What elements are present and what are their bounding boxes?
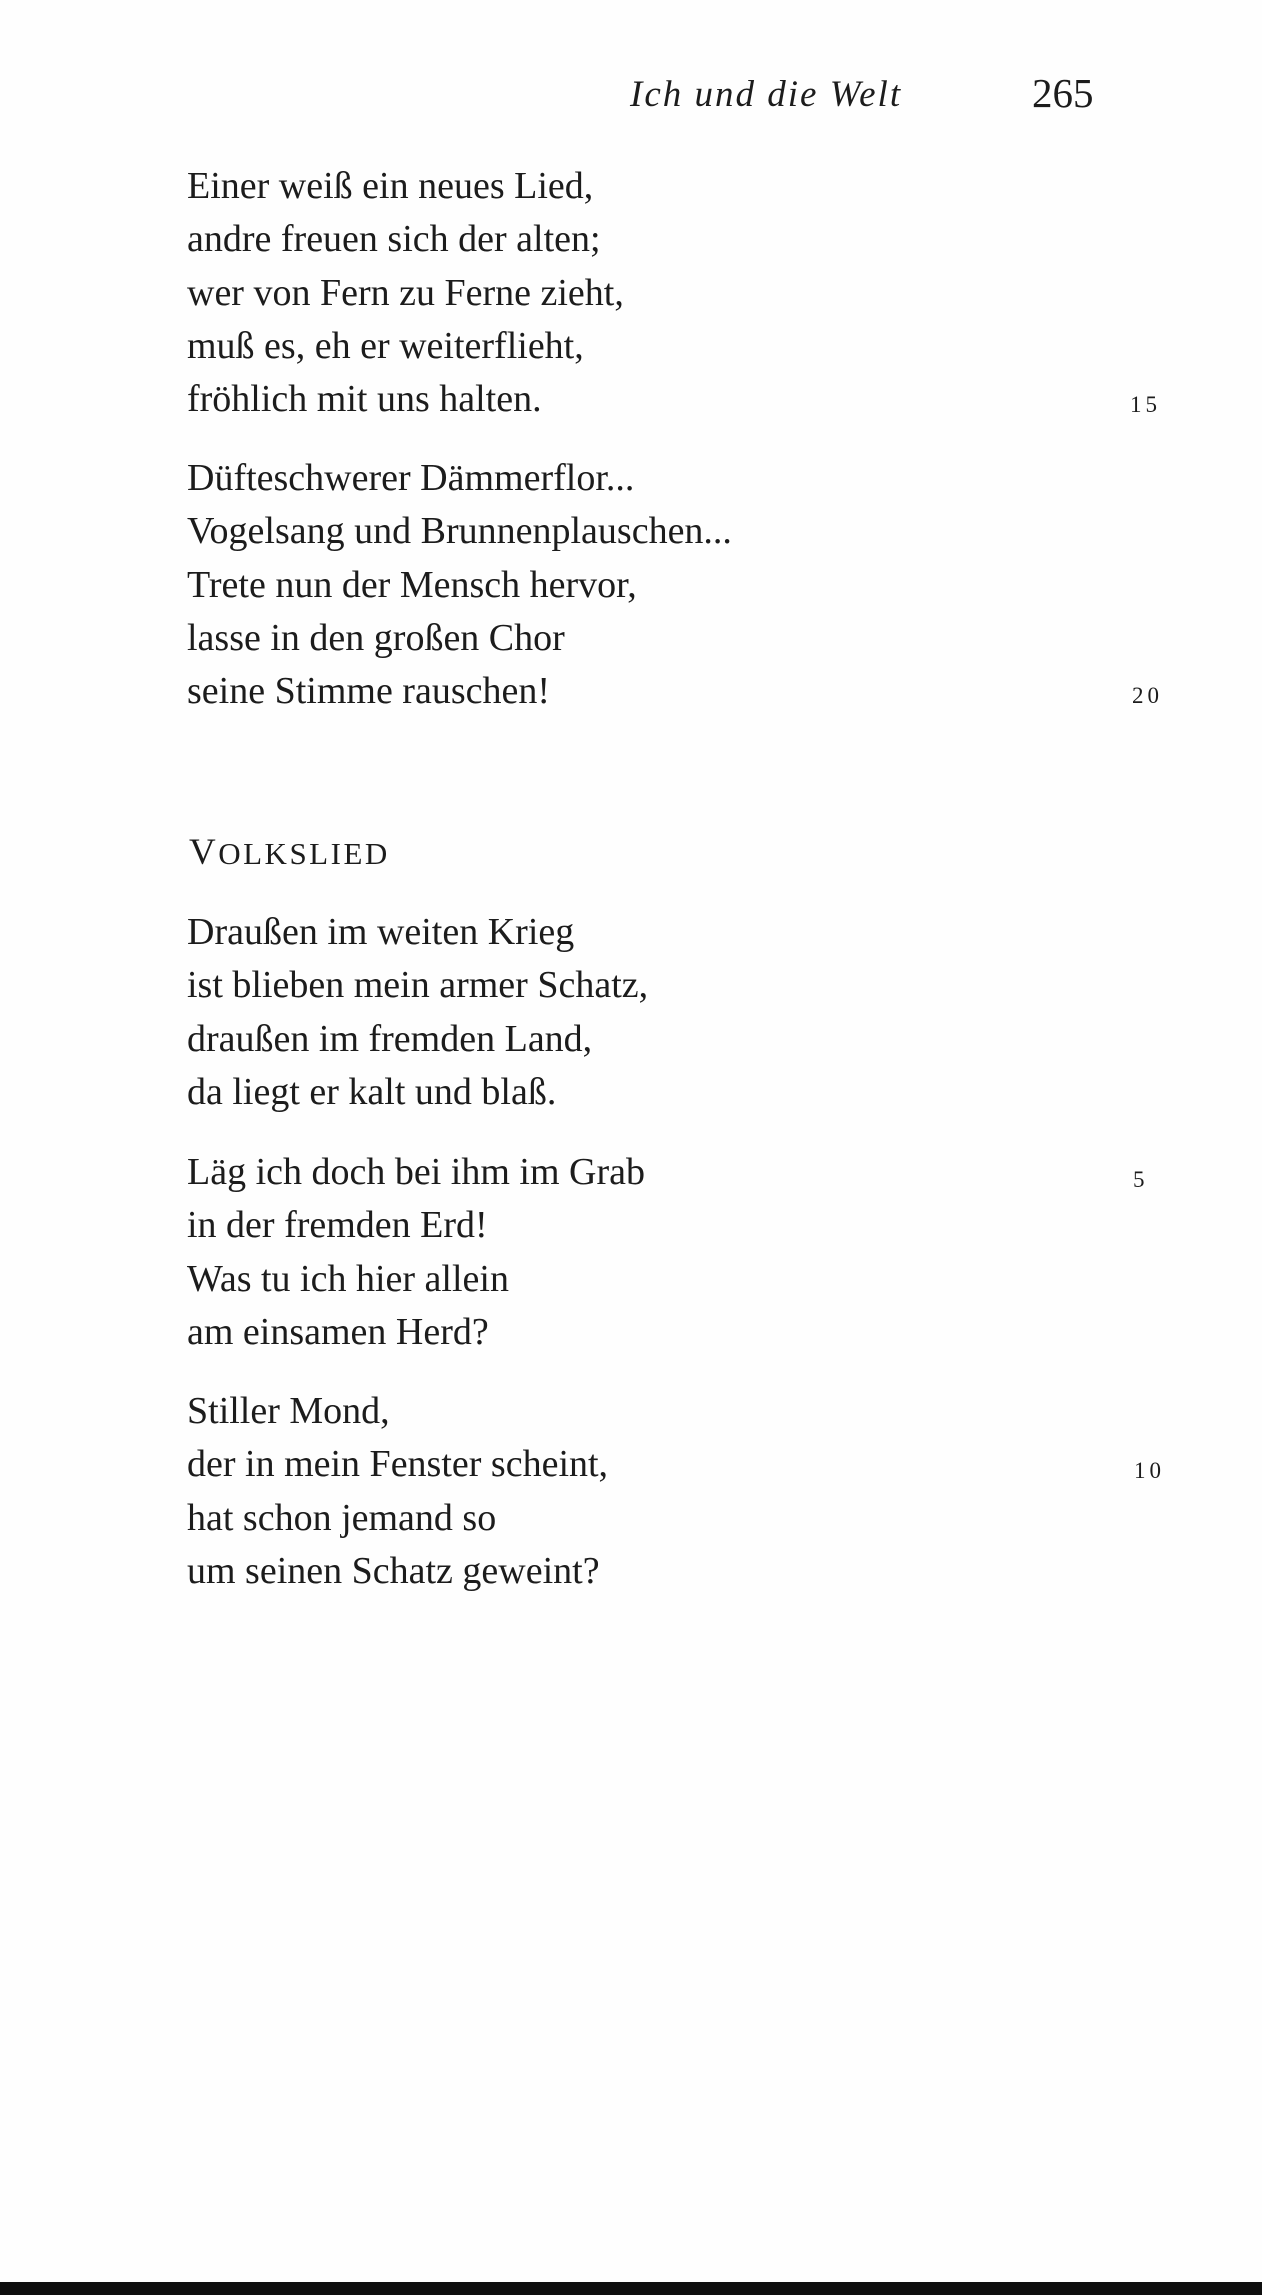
verse-line: seine Stimme rauschen! [187, 670, 551, 713]
line-number: 10 [1134, 1458, 1165, 1483]
poem1-stanza-1 [187, 160, 624, 426]
page-number: 265 [1032, 70, 1094, 116]
verse-line: um seinen Schatz geweint? [187, 1549, 600, 1592]
verse-line: in der fremden Erd! [187, 1204, 488, 1247]
verse-line: andre freuen sich der alten; [187, 218, 601, 261]
poem-title [189, 833, 390, 874]
verse-line: Läg ich doch bei ihm im Grab [187, 1151, 645, 1193]
verse-line: lasse in den großen Chor [187, 616, 565, 659]
line-number: 20 [1132, 683, 1163, 708]
poem2-stanza-2 [187, 1146, 645, 1359]
verse-line: am einsamen Herd? [187, 1310, 489, 1353]
verse-line: ist blieben mein armer Schatz, [187, 964, 649, 1007]
poem-title-rest: OLKSLIED [218, 836, 390, 871]
verse-line: Vogelsang und Brunnenplauschen... [187, 510, 732, 553]
verse-line: muß es, eh er weiterflieht, [187, 324, 584, 367]
line-number: 5 [1133, 1167, 1149, 1192]
scan-edge-bar [0, 2282, 1262, 2295]
verse-line: Düfteschwerer Dämmerflor... [187, 457, 635, 499]
verse-line: der in mein Fenster scheint, [187, 1443, 609, 1486]
poem-title-initial: V [189, 832, 219, 873]
poem1-stanza-2 [187, 452, 732, 718]
verse-line: Was tu ich hier allein [187, 1257, 509, 1300]
verse-line: wer von Fern zu Ferne zieht, [187, 271, 624, 314]
verse-line: da liegt er kalt und blaß. [187, 1070, 557, 1113]
verse-line: hat schon jemand so [187, 1496, 497, 1539]
verse-line: Draußen im weiten Krieg [187, 911, 575, 953]
verse-line: Einer weiß ein neues Lied, [187, 165, 594, 207]
running-title: Ich und die Welt [630, 74, 903, 115]
poem2-stanza-1 [187, 906, 648, 1119]
verse-line: Trete nun der Mensch hervor, [187, 563, 637, 606]
line-number: 15 [1130, 392, 1161, 417]
poem2-stanza-3 [187, 1385, 608, 1598]
verse-line: fröhlich mit uns halten. [187, 378, 542, 421]
verse-line: Stiller Mond, [187, 1390, 390, 1432]
verse-line: draußen im fremden Land, [187, 1017, 593, 1060]
